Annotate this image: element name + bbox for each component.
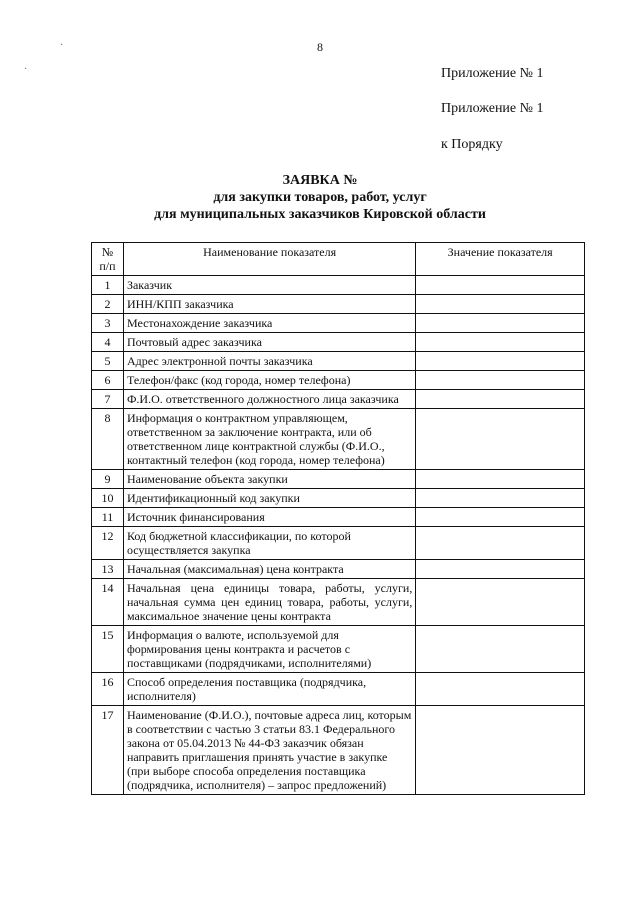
table-row — [92, 706, 585, 795]
indicator-value[interactable] — [416, 489, 585, 508]
table-row — [92, 333, 585, 352]
title-line-2: для закупки товаров, работ, услуг — [213, 190, 427, 205]
row-number: 16 — [92, 673, 124, 706]
indicator-value[interactable] — [416, 333, 585, 352]
row-number: 1 — [92, 276, 124, 295]
row-number: 15 — [92, 626, 124, 673]
indicator-name: Начальная цена единицы товара, работы, услуги, начальная сумма цен единиц товара, работы, услуги, максимальное значение цены контракта — [123, 579, 415, 626]
indicator-value[interactable] — [416, 508, 585, 527]
indicator-value[interactable] — [416, 560, 585, 579]
indicator-value[interactable] — [416, 579, 585, 626]
row-number: 8 — [92, 409, 124, 470]
scan-speck: · — [60, 40, 64, 51]
indicator-name: Способ определения поставщика (подрядчика, исполнителя) — [123, 673, 415, 706]
indicator-name: Ф.И.О. ответственного должностного лица заказчика — [123, 390, 415, 409]
table-row — [92, 314, 585, 333]
row-number: 14 — [92, 579, 124, 626]
indicator-value[interactable] — [416, 626, 585, 673]
table-row — [92, 390, 585, 409]
row-number: 2 — [92, 295, 124, 314]
indicator-value[interactable] — [416, 390, 585, 409]
indicator-name: Информация о валюте, используемой для формирования цены контракта и расчетов с поставщиками (подрядчиками, исполнителями) — [123, 626, 415, 673]
indicator-name: Наименование объекта закупки — [123, 470, 415, 489]
table-row — [92, 371, 585, 390]
row-number: 10 — [92, 489, 124, 508]
table-row — [92, 295, 585, 314]
table-row — [92, 276, 585, 295]
row-number: 17 — [92, 706, 124, 795]
table-row — [92, 470, 585, 489]
table-row — [92, 626, 585, 673]
table-row — [92, 489, 585, 508]
indicator-name: Телефон/факс (код города, номер телефона) — [123, 371, 415, 390]
row-number: 4 — [92, 333, 124, 352]
indicator-name: Заказчик — [123, 276, 415, 295]
header-name: Наименование показателя — [123, 243, 415, 276]
row-number: 13 — [92, 560, 124, 579]
table-header-row — [92, 243, 585, 276]
indicator-name: Адрес электронной почты заказчика — [123, 352, 415, 371]
indicator-value[interactable] — [416, 371, 585, 390]
indicator-name: Наименование (Ф.И.О.), почтовые адреса лиц, которым в соответствии с частью 3 статьи 83.1 Федерального закона от 05.04.2013 № 44-ФЗ заказчик обязан направить приглашения принять участие в закупке (при выборе способа определения поставщика (подрядчика, исполнителя) – запрос предложений) — [123, 706, 415, 795]
application-table — [91, 242, 585, 795]
table-row — [92, 527, 585, 560]
indicator-value[interactable] — [416, 409, 585, 470]
row-number: 6 — [92, 371, 124, 390]
row-number: 9 — [92, 470, 124, 489]
appendix-line-2: Приложение № 1 — [441, 101, 544, 116]
table-body — [92, 276, 585, 795]
indicator-value[interactable] — [416, 352, 585, 371]
indicator-value[interactable] — [416, 706, 585, 795]
indicator-value[interactable] — [416, 470, 585, 489]
indicator-name: ИНН/КПП заказчика — [123, 295, 415, 314]
appendix-line-3: к Порядку — [441, 137, 503, 152]
row-number: 7 — [92, 390, 124, 409]
title-line-1: ЗАЯВКА № — [282, 173, 358, 188]
document-title — [0, 172, 640, 223]
indicator-value[interactable] — [416, 314, 585, 333]
indicator-name: Код бюджетной классификации, по которой осуществляется закупка — [123, 527, 415, 560]
indicator-name: Местонахождение заказчика — [123, 314, 415, 333]
row-number: 3 — [92, 314, 124, 333]
table-row — [92, 352, 585, 371]
table-row — [92, 409, 585, 470]
row-number: 11 — [92, 508, 124, 527]
indicator-name: Источник финансирования — [123, 508, 415, 527]
table-row — [92, 508, 585, 527]
indicator-name: Идентификационный код закупки — [123, 489, 415, 508]
header-num: № п/п — [92, 243, 124, 276]
indicator-value[interactable] — [416, 673, 585, 706]
table-row — [92, 560, 585, 579]
table-row — [92, 673, 585, 706]
row-number: 12 — [92, 527, 124, 560]
indicator-value[interactable] — [416, 295, 585, 314]
appendix-line-1: Приложение № 1 — [441, 66, 544, 81]
indicator-name: Начальная (максимальная) цена контракта — [123, 560, 415, 579]
row-number: 5 — [92, 352, 124, 371]
header-value: Значение показателя — [416, 243, 585, 276]
indicator-name: Почтовый адрес заказчика — [123, 333, 415, 352]
table-row — [92, 579, 585, 626]
scan-speck: · — [24, 64, 28, 75]
indicator-name: Информация о контрактном управляющем, ответственном за заключение контракта, или об ответственном лице контрактной службы (Ф.И.О., контактный телефон (код города, номер телефона) — [123, 409, 415, 470]
title-line-3: для муниципальных заказчиков Кировской области — [154, 207, 486, 222]
page-number: 8 — [317, 40, 323, 54]
indicator-value[interactable] — [416, 276, 585, 295]
indicator-value[interactable] — [416, 527, 585, 560]
